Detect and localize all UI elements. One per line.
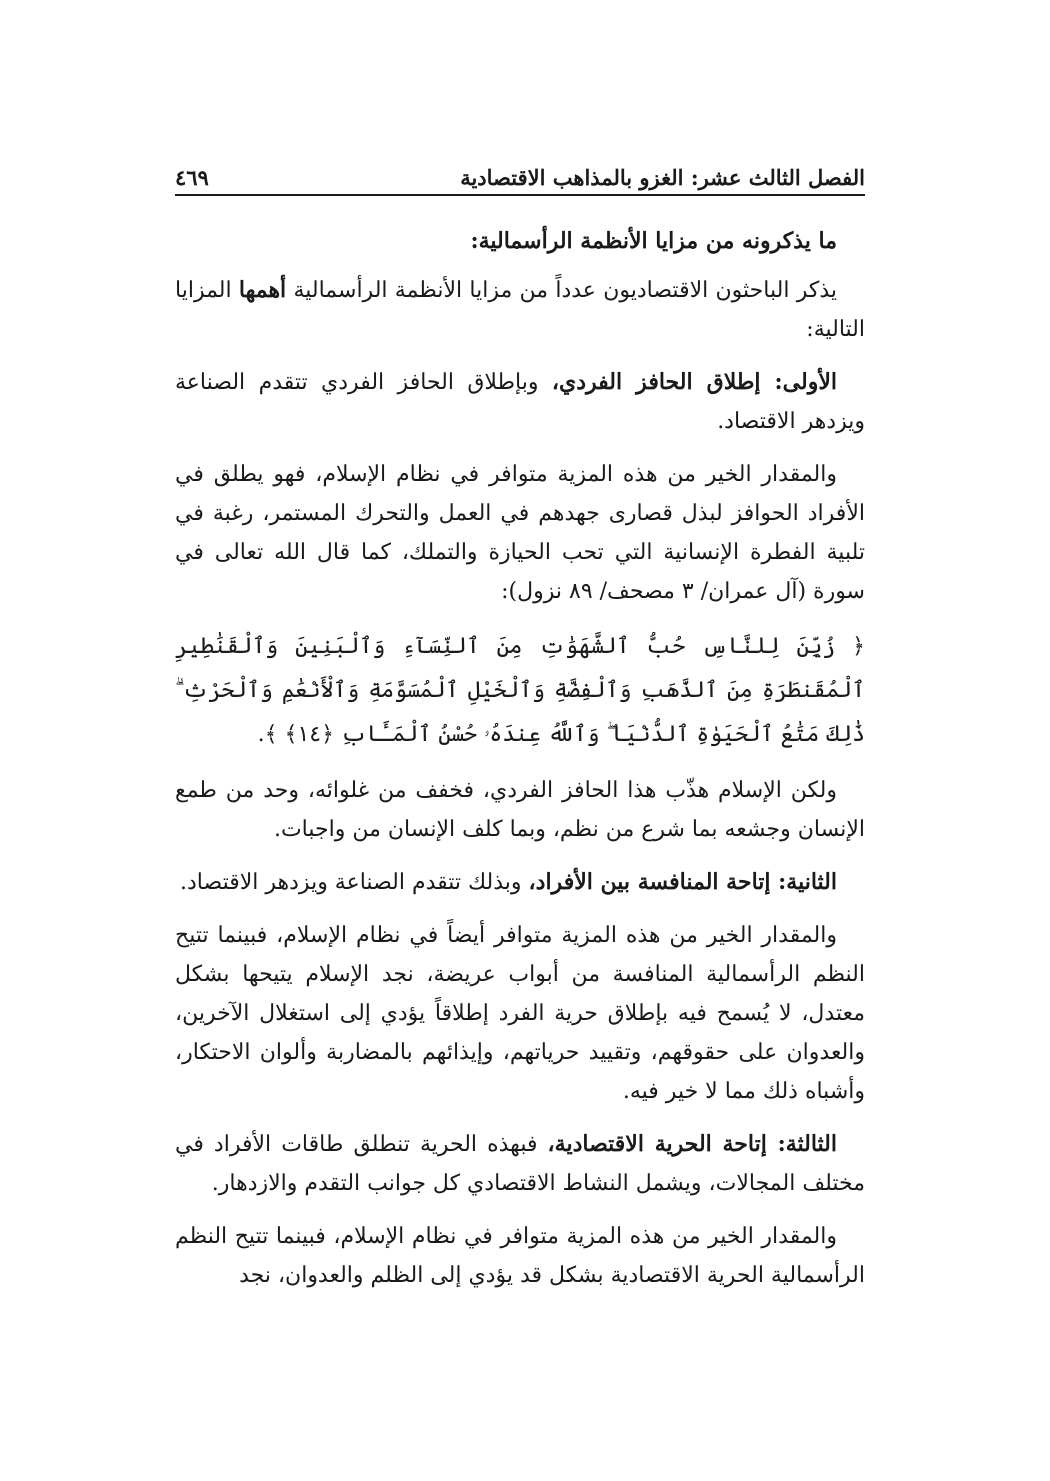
first-advantage-label: الأولى: إطلاق الحافز الفردي، — [551, 369, 837, 395]
header-divider — [175, 194, 865, 196]
first-advantage-text: وبإطلاق الحافز الفردي تتقدم الصناعة ويزدهر الاقتصاد. — [175, 370, 865, 434]
third-advantage-text: فبهذه الحرية تنطلق طاقات الأفراد في مختلف المجالات، ويشمل النشاط الاقتصادي كل جوانب التقدم والازدهار. — [175, 1132, 865, 1196]
paragraph-5: ولكن الإسلام هذّب هذا الحافز الفردي، فخفف من غلوائه، وحد من طمع الإنسان وجشعه بما شرع من نظم، وبما كلف الإنسان من واجبات. — [175, 778, 865, 842]
intro-bold: أهمها — [238, 277, 287, 303]
quran-verse: ﴿ زُيِّنَ لِلنَّاسِ حُبُّ ٱلشَّهَوَٰتِ مِنَ ٱلنِّسَآءِ وَٱلْبَنِينَ وَٱلْقَنَٰطِيرِ ٱلْمُقَنطَرَةِ مِنَ ٱلذَّهَبِ وَٱلْفِضَّةِ وَٱلْخَيْلِ ٱلْمُسَوَّمَةِ وَٱلْأَنْعَٰمِ وَٱلْحَرْثِ ۗ ذَٰلِكَ مَتَٰعُ ٱلْحَيَوٰةِ ٱلدُّنْيَا ۖ وَٱللَّهُ عِندَهُۥ حُسْنُ ٱلْمَـَٔابِ ﴿١٤﴾ ﴾. — [175, 634, 865, 747]
paragraph-third-advantage — [175, 1125, 865, 1203]
running-header — [175, 150, 865, 190]
paragraph-first-advantage — [175, 363, 865, 441]
chapter-title: الفصل الثالث عشر: الغزو بالمذاهب الاقتصادية — [460, 165, 865, 190]
paragraph-9: والمقدار الخير من هذه المزية متوافر في نظام الإسلام، فبينما تتيح النظم الرأسمالية الحرية الاقتصادية بشكل قد يؤدي إلى الظلم والعدوان، نجد — [175, 1224, 865, 1288]
page-number: ٤٦٩ — [175, 165, 209, 190]
second-advantage-text: وبذلك تتقدم الصناعة ويزدهر الاقتصاد. — [180, 870, 529, 895]
paragraph-7: والمقدار الخير من هذه المزية متوافر أيضاً في نظام الإسلام، فبينما تتيح النظم الرأسمالية المنافسة من أبواب عريضة، نجد الإسلام يتيحها بشكل معتدل، لا يُسمح فيه بإطلاق حرية الفرد إطلاقاً يؤدي إلى استغلال الآخرين، والعدوان على حقوقهم، وتقييد حرياتهم، وإيذائهم بالمضاربة وألوان الاحتكار، وأشباه ذلك مما لا خير فيه. — [175, 923, 865, 1104]
section-heading: ما يذكرونه من مزايا الأنظمة الرأسمالية: — [470, 228, 837, 254]
intro-text: يذكر الباحثون الاقتصاديون عدداً من مزايا الأنظمة الرأسمالية — [286, 278, 837, 303]
second-advantage-label: الثانية: إتاحة المنافسة بين الأفراد، — [528, 869, 837, 895]
paragraph-intro — [175, 271, 865, 349]
page-body — [175, 222, 865, 1309]
paragraph-3: والمقدار الخير من هذه المزية متوافر في نظام الإسلام، فهو يطلق في الأفراد الحوافز لبذل قصارى جهدهم في العمل والتحرك المستمر، رغبة في تلبية الفطرة الإنسانية التي تحب الحيازة والتملك، كما قال الله تعالى في سورة (آل عمران/ ٣ مصحف/ ٨٩ نزول): — [175, 462, 865, 604]
intro-text-end: المزايا التالية: — [175, 278, 865, 342]
paragraph-second-advantage — [175, 863, 865, 902]
third-advantage-label: الثالثة: إتاحة الحرية الاقتصادية، — [547, 1131, 837, 1157]
